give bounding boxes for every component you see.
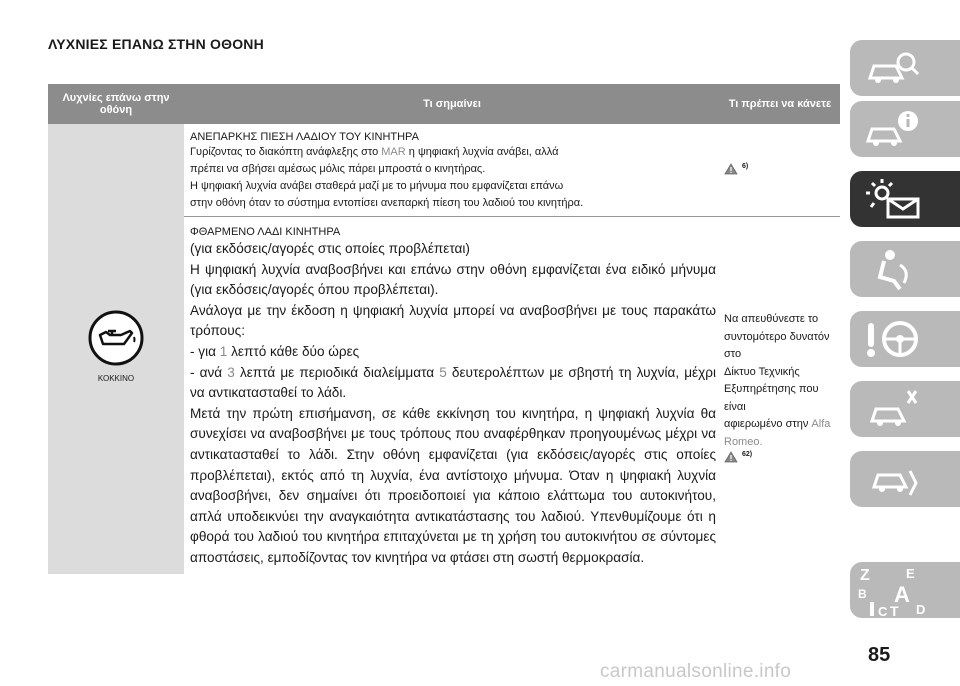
tab-maintenance[interactable]	[850, 451, 960, 507]
text: Γυρίζοντας το διακόπτη ανάφλεξης στο	[190, 146, 379, 158]
table-header	[48, 84, 840, 124]
text: Η ψηφιακή λυχνία ανάβει σταθερά μαζί με το μήνυμα που εμφανίζεται επάνω	[190, 180, 564, 192]
header-lights: Λυχνίες επάνω στην οθόνη	[62, 92, 170, 116]
page-heading: ΛΥΧΝΙΕΣ ΕΠΑΝΩ ΣΤΗΝ ΟΘΟΝΗ	[48, 36, 264, 52]
text: (για εκδόσεις/αγορές στις οποίες προβλέπεται)	[190, 241, 470, 256]
meaning-cell	[190, 124, 716, 212]
action-text: Να απευθύνεστε το συντομότερο δυνατόν στο Δίκτυο Τεχνικής Εξυπηρέτησης που είναι αφιερωμένο στην Alfa Romeo.	[724, 313, 831, 448]
car-tools-icon	[864, 387, 924, 431]
car-jack-icon	[864, 457, 924, 501]
text: Μετά την πρώτη επισήμανση, σε κάθε εκκίνηση του κινητήρα, η ψηφιακή λυχνία θα συνεχίσει να αναβοσβήνει με τους τρόπους που αναφέρθηκαν προηγουμένως μέχρι να αντικατασταθεί το λάδι. Στην οθόνη εμφανίζεται (για εκδόσεις/αγορές στις οποίες προβλέπεται), εκτός από τη λυχνία, ένα αντίστοιχο μήνυμα. Όταν η ψηφιακή λυχνία αναβοσβήνει, δεν σημαίνει ότι προειδοποιεί για κάποιο ελάττωμα του αυτοκινήτου, απλά υποδεικνύει την αναγκαιότητα αντικατάστασης του λαδιού. Υπενθυμίζουμε ότι η φθορά του λαδιού του κινητήρα επιταχύνεται με τη χρήση του αυτοκινήτου σε σύντομες αποστάσεις, εμποδίζοντας τον κινητήρα να φτάσει στη σωστή θερμοκρασία.	[190, 405, 716, 565]
svg-text:A: A	[894, 582, 910, 607]
svg-text:D: D	[916, 602, 926, 617]
warning-triangle-icon	[724, 451, 738, 463]
action-cell	[724, 163, 840, 175]
text: πρέπει να σβήσει αμέσως μόλις πάρει μπροστά ο κινητήρας.	[190, 163, 486, 175]
table-row	[184, 124, 840, 217]
svg-text:E: E	[906, 566, 915, 581]
warning-light-message-icon	[864, 177, 924, 221]
mar-text: MAR	[381, 146, 406, 158]
tab-car-info[interactable]	[850, 101, 960, 157]
row-title: ΑΝΕΠΑΡΚΗΣ ΠΙΕΣΗ ΛΑΔΙΟΥ ΤΟΥ ΚΙΝΗΤΗΡΑ	[190, 131, 419, 143]
seat-airbag-icon	[864, 247, 924, 291]
svg-text:T: T	[890, 603, 899, 618]
action-cell	[724, 311, 840, 463]
warning-reference	[724, 451, 840, 463]
text: η ψηφιακή λυχνία ανάβει, αλλά	[408, 146, 559, 158]
meaning-cell	[190, 217, 716, 569]
tab-emergency[interactable]	[850, 381, 960, 437]
oil-can-icon	[88, 310, 144, 366]
icon-color-label: ΚΟΚΚΙΝΟ	[97, 374, 135, 383]
warning-lights-table	[48, 84, 840, 574]
warning-ref-number: 62)	[742, 451, 753, 458]
text: Ανάλογα με την έκδοση η ψηφιακή λυχνία μπορεί να αναβοσβήνει με τους παρακάτω τρόπους:	[190, 302, 716, 339]
text: - ανά 3 λεπτά με περιοδικά διαλείμματα 5 δευτερολέπτων με σβηστή τη λυχνία, μέχρι να αντικατασταθεί το λάδι.	[190, 364, 716, 401]
warning-triangle-icon	[724, 163, 738, 175]
watermark: carmanualsonline.info	[600, 661, 792, 682]
text: - για 1 λεπτό κάθε δύο ώρες	[190, 343, 360, 359]
index-letters-icon	[856, 562, 936, 618]
warning-reference	[724, 163, 840, 175]
table-row	[184, 217, 840, 574]
car-search-icon	[864, 46, 924, 90]
tab-safety[interactable]	[850, 241, 960, 297]
lights-column	[48, 124, 184, 574]
tab-warning-lights[interactable]	[850, 171, 960, 227]
text: Η ψηφιακή λυχνία αναβοσβήνει και επάνω στην οθόνη εμφανίζεται ένα ειδικό μήνυμα (για εκδόσεις/αγορές όπου προβλέπεται).	[190, 261, 716, 298]
svg-text:B: B	[858, 587, 867, 601]
meaning-text	[190, 144, 716, 212]
tab-driving[interactable]	[850, 311, 960, 367]
row-title: ΦΘΑΡΜΕΝΟ ΛΑΔΙ ΚΙΝΗΤΗΡΑ	[190, 226, 341, 238]
page-number: 85	[868, 644, 891, 666]
warning-ref-number: 6)	[742, 163, 749, 170]
tab-index[interactable]	[850, 562, 960, 618]
header-meaning: Τι σημαίνει	[423, 98, 481, 110]
svg-text:Z: Z	[860, 567, 870, 584]
meaning-text	[190, 239, 716, 569]
header-action: Τι πρέπει να κάνετε	[728, 98, 832, 110]
steering-wheel-icon	[864, 317, 924, 361]
car-info-icon	[864, 107, 924, 151]
tab-car-search[interactable]	[850, 40, 960, 96]
text: στην οθόνη όταν το σύστημα εντοπίσει ανεπαρκή πίεση του λαδιού του κινητήρα.	[190, 197, 584, 209]
svg-text:C: C	[878, 604, 888, 618]
